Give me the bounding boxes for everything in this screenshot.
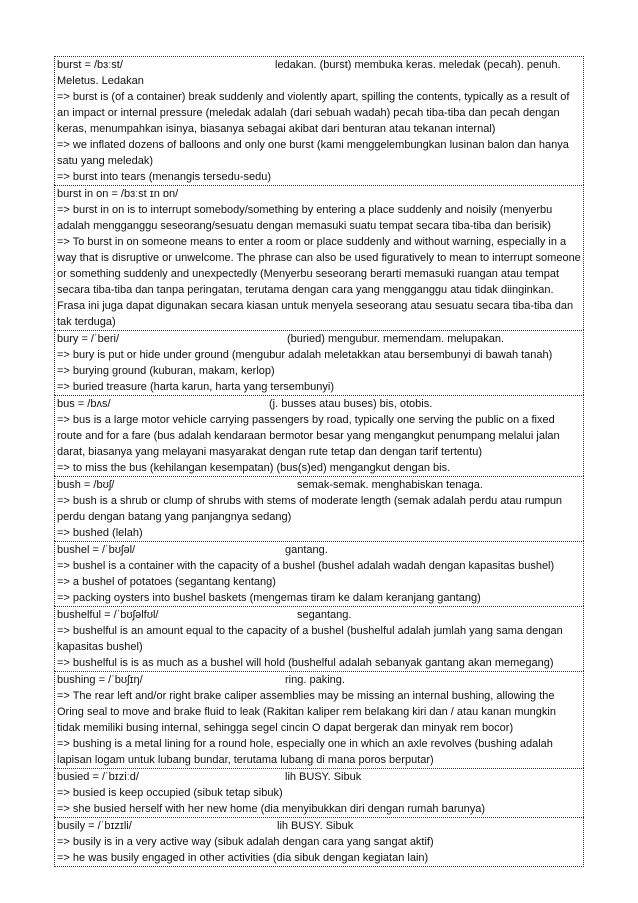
entry-line: => burst into tears (menangis tersedu-sedu)	[57, 171, 272, 183]
dictionary-entry-burst-in-on	[54, 185, 584, 330]
short-meaning: lih BUSY. Sibuk	[277, 820, 354, 832]
entry-line: => The rear left and/or right brake caliper assemblies may be missing an internal bushing, allowing the Oring seal to move and brake fluid to leak (Rakitan kaliper rem belakang kiri dan / atau kanan mungkin tidak memiliki busing internal, sehingga segel cincin O dapat bergerak dan minyak rem bocor)	[57, 690, 556, 734]
entry-line: => burst is (of a container) break suddenly and violently apart, spilling the contents, typically as a result of an impact or internal pressure (meledak adalah (dari sebuah wadah) pecah tiba-tiba dan pecah dengan keras, menumpahkan isinya, biasanya sebagai akibat dari benturan atau tekanan internal)	[57, 91, 570, 135]
dictionary-entry-bushing	[54, 671, 584, 768]
short-meaning: gantang.	[285, 544, 328, 556]
headword: burst = /bɜːst/	[57, 59, 123, 71]
entry-line: => bury is put or hide under ground (mengubur adalah meletakkan atau bersembunyi di bawah tanah)	[57, 349, 553, 361]
headword: bushel = /ˈbʊʃəl/	[57, 544, 136, 556]
entry-header	[57, 607, 581, 623]
entry-line: => packing oysters into bushel baskets (mengemas tiram ke dalam keranjang gantang)	[57, 592, 481, 604]
short-meaning: ring. paking.	[285, 674, 345, 686]
dictionary-entry-bus	[54, 395, 584, 476]
headword: bus = /bʌs/	[57, 398, 111, 410]
dictionary-entry-busied	[54, 768, 584, 817]
dictionary-entry-busily	[54, 817, 584, 867]
short-meaning: semak-semak. menghabiskan tenaga.	[297, 479, 483, 491]
entry-header	[57, 186, 581, 202]
dictionary-entry-bush	[54, 476, 584, 541]
dictionary-entry-bury	[54, 330, 584, 395]
short-meaning: segantang.	[297, 609, 352, 621]
entry-line: => bushel is a container with the capacity of a bushel (bushel adalah wadah dengan kapasitas bushel)	[57, 560, 555, 572]
headword: bury = /ˈberi/	[57, 333, 120, 345]
headword: burst in on = /bɜːst ɪn ɒn/	[57, 188, 179, 200]
entry-line: => he was busily engaged in other activities (dia sibuk dengan kegiatan lain)	[57, 852, 429, 864]
dictionary-page	[54, 56, 584, 867]
entry-line: => bushelful is is as much as a bushel will hold (bushelful adalah sebanyak gantang akan memegang)	[57, 657, 554, 669]
dictionary-entry-bushelful	[54, 606, 584, 671]
entry-line: => To burst in on someone means to enter a room or place suddenly and without warning, especially in a way that is disruptive or unwelcome. The phrase can also be used figuratively to mean to interrupt someone or something suddenly and unexpectedly (Menyerbu seseorang berarti memasuki ruangan atau tempat secara tiba-tiba dan tanpa peringatan, terutama dengan cara yang mengganggu atau tidak diinginkan. Frasa ini juga dapat digunakan secara kiasan untuk menyela seseorang atau sesuatu secara tiba-tiba dan tak terduga)	[57, 236, 581, 328]
entry-line: => bushelful is an amount equal to the capacity of a bushel (bushelful adalah jumlah yang sama dengan kapasitas bushel)	[57, 625, 563, 653]
entry-line: Meletus. Ledakan	[57, 75, 144, 87]
dictionary-entry-burst	[54, 56, 584, 185]
headword: bushelful = /ˈbʊʃəlfʊl/	[57, 609, 159, 621]
entry-line: => she busied herself with her new home (dia menyibukkan diri dengan rumah barunya)	[57, 803, 486, 815]
entry-line: => bush is a shrub or clump of shrubs with stems of moderate length (semak adalah perdu atau rumpun perdu dengan batang yang panjangnya sedang)	[57, 495, 563, 523]
entry-header	[57, 542, 581, 558]
entry-header	[57, 672, 581, 688]
short-meaning: lih BUSY. Sibuk	[285, 771, 362, 783]
entry-line: => burying ground (kuburan, makam, kerlop)	[57, 365, 275, 377]
entry-line: => buried treasure (harta karun, harta yang tersembunyi)	[57, 381, 334, 393]
headword: busied = /ˈbɪziːd/	[57, 771, 139, 783]
headword: bush = /bʊʃ/	[57, 479, 115, 491]
entry-line: => to miss the bus (kehilangan kesempatan) (bus(s)ed) mengangkut dengan bis.	[57, 462, 451, 474]
entry-header	[57, 477, 581, 493]
entry-line: => we inflated dozens of balloons and only one burst (kami menggelembungkan lusinan balon dan hanya satu yang meledak)	[57, 139, 569, 167]
entry-header	[57, 818, 581, 834]
short-meaning: (buried) mengubur. memendam. melupakan.	[287, 333, 505, 345]
entry-header	[57, 331, 581, 347]
entry-header	[57, 57, 581, 73]
entry-line: => bushed (lelah)	[57, 527, 143, 539]
headword: bushing = /ˈbʊʃɪŋ/	[57, 674, 143, 686]
entry-line: => busied is keep occupied (sibuk tetap sibuk)	[57, 787, 283, 799]
dictionary-entry-bushel	[54, 541, 584, 606]
entry-line: => bus is a large motor vehicle carrying passengers by road, typically one serving the public on a fixed route and for a fare (bus adalah kendaraan bermotor besar yang mengangkut penumpang melalui jalan darat, biasanya yang melayani masyarakat dengan rute tetap dan dengan tarif tertentu)	[57, 414, 560, 458]
headword: busily = /ˈbɪzɪli/	[57, 820, 132, 832]
entry-line: => a bushel of potatoes (segantang kentang)	[57, 576, 276, 588]
entry-header	[57, 769, 581, 785]
entry-line: => bushing is a metal lining for a round hole, especially one in which an axle revolves (bushing adalah lapisan logam untuk lubang bundar, terutama lubang di mana poros berputar)	[57, 738, 553, 766]
entry-line: => burst in on is to interrupt somebody/something by entering a place suddenly and noisily (menyerbu adalah mengganggu seseorang/sesuatu dengan memasuki suatu tempat secara tiba-tiba dan berisik)	[57, 204, 553, 232]
short-meaning: ledakan. (burst) membuka keras. meledak (pecah). penuh.	[275, 59, 561, 71]
entry-line: => busily is in a very active way (sibuk adalah dengan cara yang sangat aktif)	[57, 836, 434, 848]
short-meaning: (j. busses atau buses) bis, otobis.	[269, 398, 433, 410]
entry-header	[57, 396, 581, 412]
